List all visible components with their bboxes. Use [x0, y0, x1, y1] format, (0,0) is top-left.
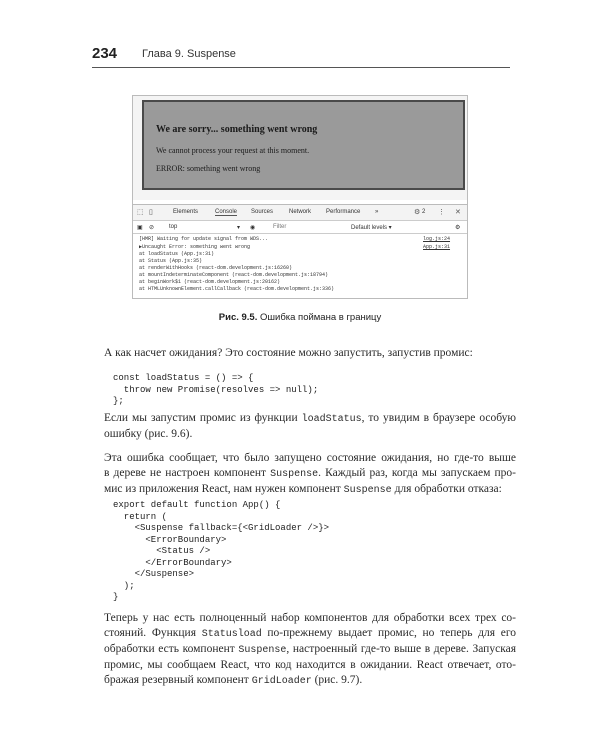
- error-title: We are sorry... something went wrong: [156, 124, 318, 135]
- figure-caption: [0, 312, 600, 323]
- tab-performance[interactable]: Performance: [326, 209, 361, 215]
- paragraph: [104, 451, 516, 498]
- paragraph-line: промис, мы сообщаем React, что код находится в ожидании. React отвечает, ото-: [104, 659, 516, 671]
- console-line: at beginWork$1 (react-dom.development.js:20162): [139, 279, 281, 285]
- console-line: at loadStatus (App.js:31): [139, 251, 215, 257]
- paragraph-line: обработки есть компонент Suspense, настроенный где-то выше в дереве. Запуская: [104, 643, 517, 656]
- chapter-title: Глава 9. Suspense: [142, 48, 236, 60]
- browser-viewport: [133, 96, 467, 200]
- figure-screenshot: [132, 95, 468, 299]
- error-message: We cannot process your request at this moment.: [156, 146, 310, 155]
- devtools-tabbar: [133, 205, 467, 221]
- paragraph-line: Эта ошибка сообщает, что было запущено состояние ожидания, но где-то выше: [104, 452, 516, 464]
- paragraph-line: А как насчет ожидания? Это состояние можно запустить, запустив промис:: [104, 347, 473, 359]
- paragraph: [104, 346, 516, 361]
- devtools-filterbar: [133, 221, 467, 234]
- console-line: at mountIndeterminateComponent (react-dom.development.js:18794): [139, 272, 329, 278]
- console-output: [133, 235, 467, 299]
- code-block: export default function App() { return ( <Suspense fallback={<GridLoader />}> <ErrorBoundary> <Status /> </ErrorBoundary> </Suspense> ); }: [113, 500, 330, 602]
- tab-network[interactable]: Network: [289, 209, 312, 215]
- clear-console-icon[interactable]: ⊘: [149, 225, 155, 231]
- console-line: [HMR] Waiting for update signal from WDS...: [139, 236, 269, 242]
- issues-badge[interactable]: 2: [422, 209, 426, 215]
- paragraph: [104, 611, 516, 689]
- console-line: at renderWithHooks (react-dom.development.js:16260): [139, 265, 293, 271]
- paragraph-line: в дереве не настроен компонент Suspense. Каждый раз, когда мы запускаем про-: [104, 467, 516, 480]
- devtools-panel: [133, 204, 467, 298]
- console-line: at HTMLUnknownElement.callCallback (react-dom.development.js:336): [139, 286, 335, 292]
- caption-text: Ошибка поймана в границу: [260, 312, 382, 323]
- console-source-link[interactable]: App.js:31: [423, 244, 451, 250]
- inspect-icon[interactable]: ⬚: [137, 209, 144, 216]
- paragraph-line: стояний. Функция Statusload по-прежнему выдает промис, но теперь для его: [104, 627, 517, 640]
- console-settings-icon[interactable]: ⚙: [455, 225, 461, 231]
- page-number: 234: [92, 45, 118, 62]
- paragraph-line: Теперь у нас есть полноценный набор компонентов для обработки всех трех со-: [104, 612, 516, 624]
- more-tabs[interactable]: »: [375, 209, 379, 215]
- error-detail: ERROR: something went wrong: [156, 164, 261, 173]
- paragraph-line: бражая резервный компонент GridLoader (рис. 9.7).: [104, 674, 363, 687]
- filter-input[interactable]: Filter: [273, 224, 287, 230]
- context-chevron-icon[interactable]: ▾: [237, 225, 241, 231]
- tab-console[interactable]: Console: [215, 209, 238, 215]
- levels-select[interactable]: Default levels ▾: [351, 225, 392, 231]
- more-options-icon[interactable]: ⋮: [438, 209, 445, 216]
- tab-elements[interactable]: Elements: [173, 209, 199, 215]
- error-box: [142, 100, 465, 190]
- tab-sources[interactable]: Sources: [251, 209, 274, 215]
- console-line[interactable]: ▶Uncaught Error: something went wrong: [139, 244, 251, 250]
- code-block: const loadStatus = () => { throw new Promise(resolves => null); };: [113, 373, 319, 406]
- paragraph-line: мис из приложения React, нам нужен компонент Suspense для обработки отказа:: [104, 483, 502, 496]
- settings-gear-icon[interactable]: ⚙: [414, 209, 421, 216]
- page-header: [92, 44, 510, 68]
- paragraph-line: ошибку (рис. 9.6).: [104, 428, 193, 440]
- caption-label: Рис. 9.5.: [218, 312, 258, 323]
- console-line: at Status (App.js:35): [139, 258, 203, 264]
- device-toggle-icon[interactable]: ▯: [149, 209, 153, 216]
- close-icon[interactable]: ✕: [455, 209, 461, 216]
- eye-icon[interactable]: ◉: [250, 225, 256, 231]
- paragraph: [104, 411, 516, 442]
- console-source-link[interactable]: log.js:24: [423, 236, 451, 242]
- context-select[interactable]: top: [169, 224, 178, 230]
- paragraph-line: Если мы запустим промис из функции loadStatus, то увидим в браузере особую: [104, 412, 516, 425]
- sidebar-toggle-icon[interactable]: ▣: [137, 225, 143, 231]
